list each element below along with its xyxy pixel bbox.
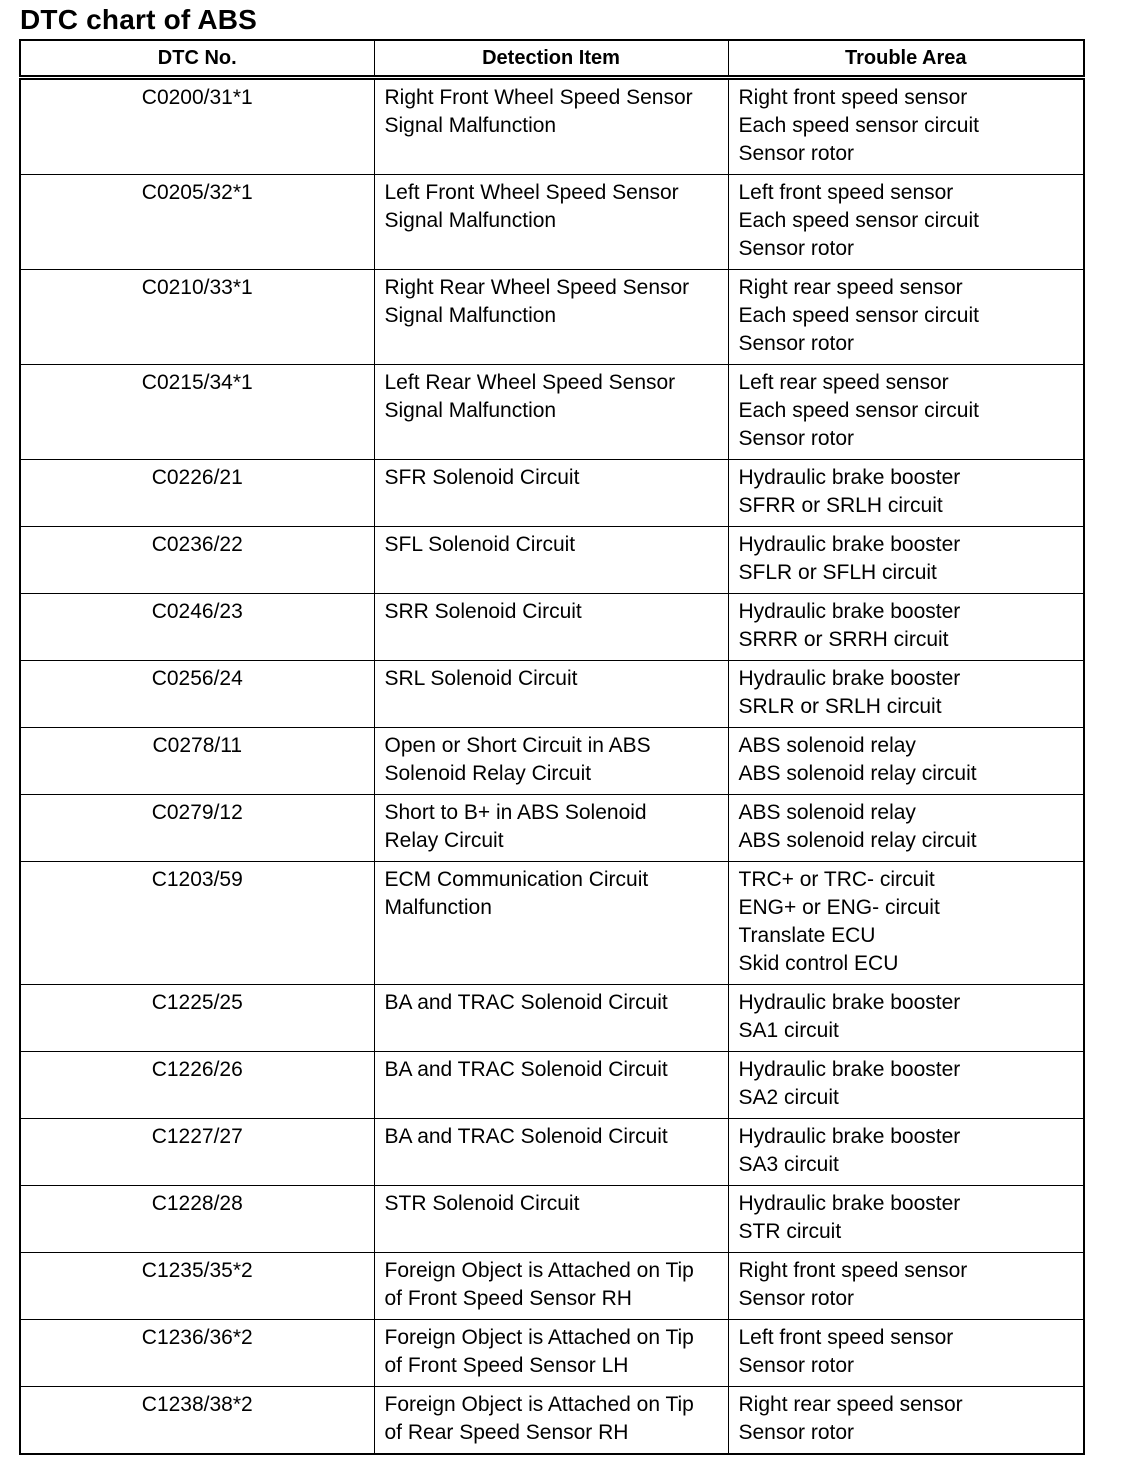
trouble-area-line: Hydraulic brake booster [738, 991, 961, 1014]
trouble-area-line: Translate ECU [738, 924, 876, 947]
detection-item-line: Left Front Wheel Speed Sensor [384, 181, 679, 204]
table-body [20, 78, 1084, 1455]
trouble-area-line: Sensor rotor [738, 1287, 855, 1310]
table-row [20, 1119, 1084, 1186]
dtc-code-cell: C0256/24 [20, 661, 374, 728]
detection-item-cell [374, 661, 728, 728]
detection-item-cell [374, 985, 728, 1052]
dtc-code-cell: C1228/28 [20, 1186, 374, 1253]
trouble-area-line: SA1 circuit [738, 1019, 839, 1042]
table-row [20, 728, 1084, 795]
trouble-area-line: Each speed sensor circuit [738, 209, 979, 232]
trouble-area-line: ABS solenoid relay circuit [738, 762, 977, 785]
detection-item-line: Signal Malfunction [384, 209, 557, 232]
detection-item-line: BA and TRAC Solenoid Circuit [384, 991, 668, 1014]
detection-item-line: Right Front Wheel Speed Sensor [384, 86, 693, 109]
detection-item-cell [374, 728, 728, 795]
trouble-area-line: Each speed sensor circuit [738, 399, 979, 422]
trouble-area-line: Sensor rotor [738, 1354, 855, 1377]
detection-item-line: Left Rear Wheel Speed Sensor [384, 371, 676, 394]
dtc-code-cell: C0246/23 [20, 594, 374, 661]
trouble-area-line: Hydraulic brake booster [738, 1058, 961, 1081]
trouble-area-line: Skid control ECU [738, 952, 899, 975]
detection-item-line: SFL Solenoid Circuit [384, 533, 576, 556]
table-row [20, 795, 1084, 862]
trouble-area-cell [728, 175, 1084, 270]
trouble-area-line: Hydraulic brake booster [738, 1192, 961, 1215]
table-row [20, 1253, 1084, 1320]
detection-item-line: Foreign Object is Attached on Tip [384, 1393, 694, 1416]
dtc-code-cell: C0210/33*1 [20, 270, 374, 365]
detection-item-line: of Front Speed Sensor RH [384, 1287, 632, 1310]
detection-item-cell [374, 862, 728, 985]
detection-item-cell [374, 1186, 728, 1253]
detection-item-line: of Rear Speed Sensor RH [384, 1421, 629, 1444]
trouble-area-line: Left rear speed sensor [738, 371, 949, 394]
trouble-area-line: Right rear speed sensor [738, 1393, 963, 1416]
detection-item-cell [374, 1387, 728, 1455]
dtc-code-cell: C1226/26 [20, 1052, 374, 1119]
trouble-area-line: ABS solenoid relay [738, 801, 916, 824]
detection-item-line: Solenoid Relay Circuit [384, 762, 592, 785]
trouble-area-line: ENG+ or ENG- circuit [738, 896, 940, 919]
trouble-area-line: Sensor rotor [738, 332, 855, 355]
detection-item-line: BA and TRAC Solenoid Circuit [384, 1058, 668, 1081]
trouble-area-cell [728, 1387, 1084, 1455]
dtc-table [19, 39, 1085, 1455]
trouble-area-line: Sensor rotor [738, 142, 855, 165]
detection-item-line: Foreign Object is Attached on Tip [384, 1326, 694, 1349]
table-row [20, 1186, 1084, 1253]
detection-item-line: Signal Malfunction [384, 304, 557, 327]
detection-item-line: Foreign Object is Attached on Tip [384, 1259, 694, 1282]
table-row [20, 1387, 1084, 1455]
trouble-area-cell [728, 527, 1084, 594]
table-row [20, 365, 1084, 460]
detection-item-cell [374, 594, 728, 661]
detection-item-cell [374, 795, 728, 862]
dtc-code-cell: C0226/21 [20, 460, 374, 527]
detection-item-line: Signal Malfunction [384, 399, 557, 422]
table-row [20, 270, 1084, 365]
table-row [20, 175, 1084, 270]
detection-item-line: SFR Solenoid Circuit [384, 466, 580, 489]
trouble-area-cell [728, 78, 1084, 175]
detection-item-line: SRR Solenoid Circuit [384, 600, 582, 623]
trouble-area-cell [728, 1186, 1084, 1253]
trouble-area-cell [728, 1052, 1084, 1119]
dtc-code-cell: C1238/38*2 [20, 1387, 374, 1455]
trouble-area-line: Hydraulic brake booster [738, 1125, 961, 1148]
table-row [20, 985, 1084, 1052]
detection-item-cell [374, 1119, 728, 1186]
detection-item-cell [374, 1253, 728, 1320]
detection-item-cell [374, 1320, 728, 1387]
trouble-area-cell [728, 795, 1084, 862]
detection-item-cell [374, 1052, 728, 1119]
trouble-area-line: Left front speed sensor [738, 1326, 954, 1349]
trouble-area-line: STR circuit [738, 1220, 842, 1243]
trouble-area-line: Each speed sensor circuit [738, 304, 979, 327]
trouble-area-line: Hydraulic brake booster [738, 533, 961, 556]
trouble-area-line: SA3 circuit [738, 1153, 839, 1176]
detection-item-cell [374, 78, 728, 175]
column-header-dtc-no: DTC No. [20, 40, 374, 78]
table-row [20, 1052, 1084, 1119]
trouble-area-line: SFRR or SRLH circuit [738, 494, 943, 517]
trouble-area-line: Sensor rotor [738, 427, 855, 450]
dtc-code-cell: C1203/59 [20, 862, 374, 985]
dtc-code-cell: C0205/32*1 [20, 175, 374, 270]
dtc-code-cell: C1225/25 [20, 985, 374, 1052]
trouble-area-cell [728, 365, 1084, 460]
trouble-area-line: Sensor rotor [738, 237, 855, 260]
trouble-area-cell [728, 661, 1084, 728]
table-row [20, 527, 1084, 594]
trouble-area-cell [728, 985, 1084, 1052]
column-header-detection-item: Detection Item [374, 40, 728, 78]
detection-item-line: STR Solenoid Circuit [384, 1192, 580, 1215]
detection-item-line: Open or Short Circuit in ABS [384, 734, 651, 757]
trouble-area-line: SA2 circuit [738, 1086, 839, 1109]
trouble-area-cell [728, 460, 1084, 527]
trouble-area-line: Sensor rotor [738, 1421, 855, 1444]
trouble-area-cell [728, 1320, 1084, 1387]
trouble-area-line: ABS solenoid relay circuit [738, 829, 977, 852]
table-header-row [20, 40, 1084, 78]
column-header-trouble-area: Trouble Area [728, 40, 1084, 78]
detection-item-line: SRL Solenoid Circuit [384, 667, 578, 690]
trouble-area-line: SFLR or SFLH circuit [738, 561, 937, 584]
trouble-area-cell [728, 728, 1084, 795]
detection-item-line: BA and TRAC Solenoid Circuit [384, 1125, 668, 1148]
detection-item-line: Signal Malfunction [384, 114, 557, 137]
trouble-area-line: Right front speed sensor [738, 1259, 968, 1282]
trouble-area-line: TRC+ or TRC- circuit [738, 868, 935, 891]
trouble-area-line: Hydraulic brake booster [738, 667, 961, 690]
detection-item-cell [374, 527, 728, 594]
trouble-area-cell [728, 1253, 1084, 1320]
detection-item-cell [374, 175, 728, 270]
detection-item-line: ECM Communication Circuit [384, 868, 649, 891]
trouble-area-line: Right rear speed sensor [738, 276, 963, 299]
trouble-area-cell [728, 862, 1084, 985]
trouble-area-cell [728, 1119, 1084, 1186]
trouble-area-line: Right front speed sensor [738, 86, 968, 109]
table-row [20, 862, 1084, 985]
dtc-code-cell: C1235/35*2 [20, 1253, 374, 1320]
trouble-area-line: Hydraulic brake booster [738, 466, 961, 489]
dtc-code-cell: C1236/36*2 [20, 1320, 374, 1387]
table-row [20, 460, 1084, 527]
detection-item-line: of Front Speed Sensor LH [384, 1354, 629, 1377]
trouble-area-cell [728, 594, 1084, 661]
trouble-area-line: Left front speed sensor [738, 181, 954, 204]
trouble-area-line: ABS solenoid relay [738, 734, 916, 757]
trouble-area-line: Hydraulic brake booster [738, 600, 961, 623]
detection-item-cell [374, 270, 728, 365]
trouble-area-line: SRRR or SRRH circuit [738, 628, 949, 651]
detection-item-line: Malfunction [384, 896, 492, 919]
detection-item-line: Short to B+ in ABS Solenoid [384, 801, 647, 824]
table-row [20, 1320, 1084, 1387]
dtc-code-cell: C0278/11 [20, 728, 374, 795]
trouble-area-cell [728, 270, 1084, 365]
table-row [20, 594, 1084, 661]
trouble-area-line: Each speed sensor circuit [738, 114, 979, 137]
table-row [20, 78, 1084, 175]
dtc-code-cell: C0236/22 [20, 527, 374, 594]
detection-item-cell [374, 365, 728, 460]
dtc-code-cell: C0279/12 [20, 795, 374, 862]
dtc-code-cell: C0215/34*1 [20, 365, 374, 460]
page-title: DTC chart of ABS [20, 4, 258, 35]
detection-item-line: Right Rear Wheel Speed Sensor [384, 276, 690, 299]
table-row [20, 661, 1084, 728]
dtc-code-cell: C0200/31*1 [20, 78, 374, 175]
detection-item-line: Relay Circuit [384, 829, 504, 852]
detection-item-cell [374, 460, 728, 527]
dtc-code-cell: C1227/27 [20, 1119, 374, 1186]
trouble-area-line: SRLR or SRLH circuit [738, 695, 942, 718]
